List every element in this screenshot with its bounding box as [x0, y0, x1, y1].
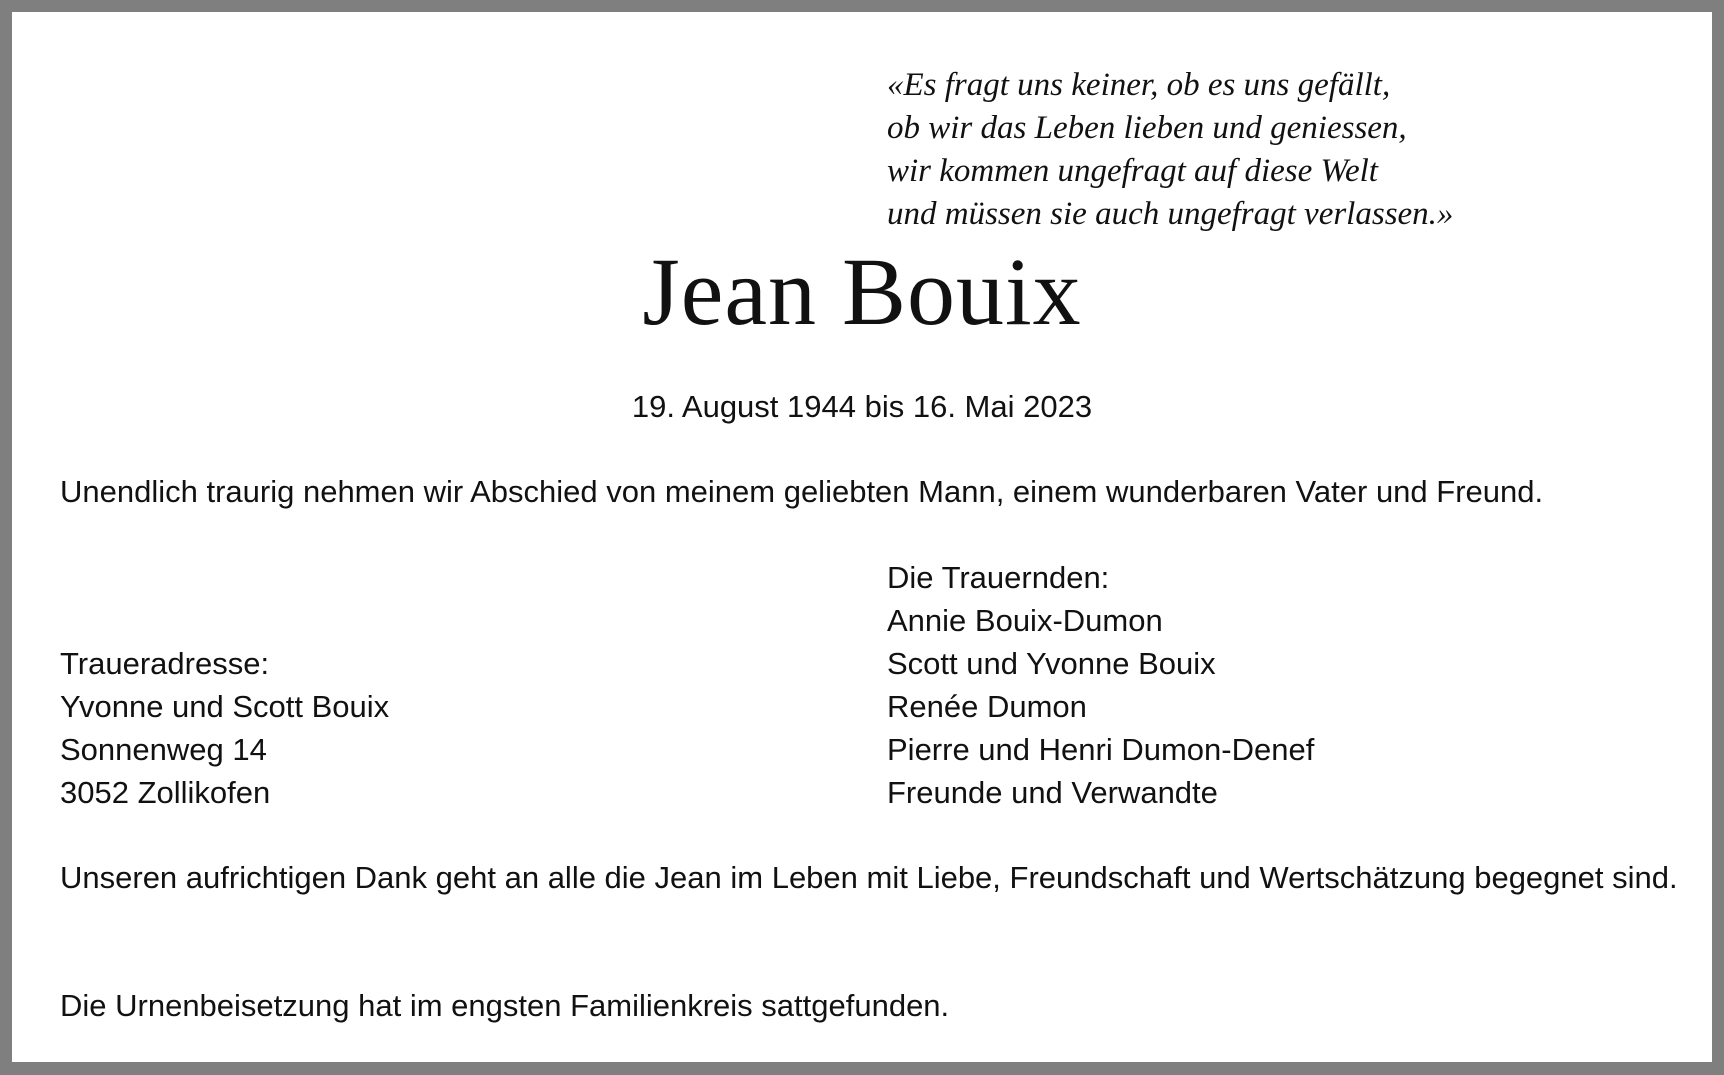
mourner-name: Scott und Yvonne Bouix	[887, 646, 1216, 681]
quote-line: wir kommen ungefragt auf diese Welt	[887, 153, 1378, 189]
quote-block	[887, 64, 1677, 236]
mourner-name: Renée Dumon	[887, 689, 1087, 724]
mourner-name: Pierre und Henri Dumon-Denef	[887, 732, 1315, 767]
deceased-name: Jean Bouix	[642, 238, 1082, 345]
mourner-name: Freunde und Verwandte	[887, 775, 1218, 810]
mourners-block	[887, 556, 1314, 814]
address-line: Yvonne und Scott Bouix	[60, 689, 390, 724]
quote-line: und müssen sie auch ungefragt verlassen.»	[887, 196, 1454, 232]
address-line: Sonnenweg 14	[60, 732, 267, 767]
obituary-notice	[12, 12, 1712, 1062]
mourner-name: Annie Bouix-Dumon	[887, 603, 1163, 638]
address-heading: Traueradresse:	[60, 646, 270, 681]
quote-line: «Es fragt uns keiner, ob es uns gefällt,	[887, 67, 1391, 103]
address-line: 3052 Zollikofen	[60, 775, 271, 810]
address-block	[60, 642, 389, 814]
burial-text: Die Urnenbeisetzung hat im engsten Familienkreis sattgefunden.	[60, 988, 950, 1023]
quote-line: ob wir das Leben lieben und geniessen,	[887, 110, 1407, 146]
intro-text: Unendlich traurig nehmen wir Abschied von meinem geliebten Mann, einem wunderbaren Vater und Freund.	[60, 474, 1544, 509]
mourners-heading: Die Trauernden:	[887, 560, 1110, 595]
life-dates: 19. August 1944 bis 16. Mai 2023	[631, 389, 1093, 424]
thanks-text: Unseren aufrichtigen Dank geht an alle die Jean im Leben mit Liebe, Freundschaft und Wertschätzung begegnet sind.	[60, 860, 1678, 895]
